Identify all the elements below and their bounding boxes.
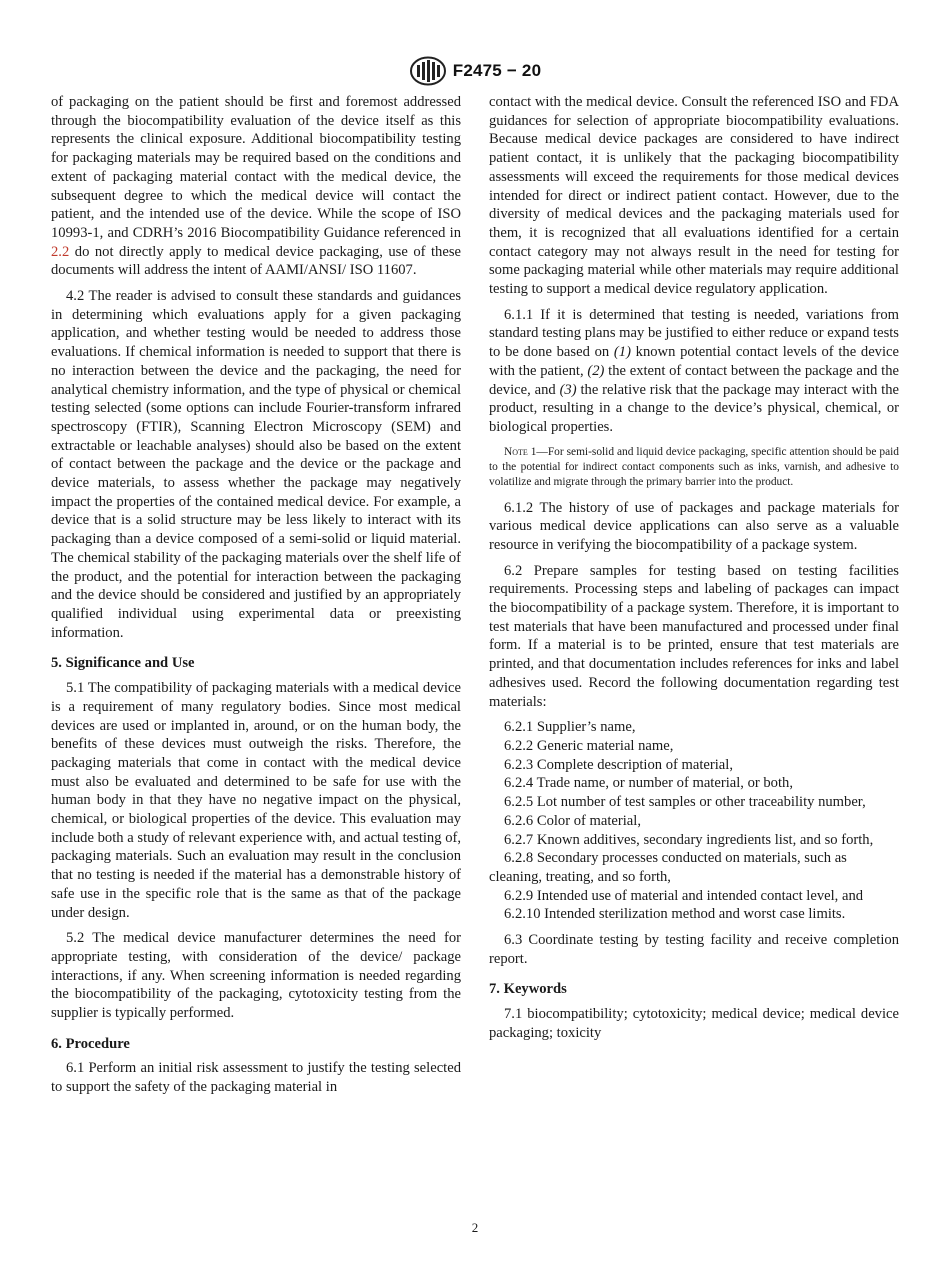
paragraph-6-2: 6.2 Prepare samples for testing based on testing facilities requirements. Processing steps and labeling of packages can impact the biocompatibility of a package system. Therefore, it is important to test materials that have been manufactured and processed under final form. If a material is to be printed, ensure that test materials are printed, and that documentation includes references for inks and label adhesives used. Record the following documentation regarding test materials: [489,562,899,710]
documentation-list [489,718,899,924]
paragraph-6-3: 6.3 Coordinate testing by testing facility and receive completion report. [489,932,899,967]
paragraph-5-1: 5.1 The compatibility of packaging materials with a medical device is a requirement of many regulatory bodies. Since most medical devices are used or implanted in, around, or on the human body, the benefits of these devices must outweigh the risks. Therefore, the packaging materials that come in contact with the medical device must also be evaluated and determined to be safe for use with the human body in that they have no negative impact on the physical, chemical, or biological properties of the device. This evaluation may include both a study of relevant experience with, and actual testing of, packaging materials. Such an evaluation may result in the conclusion that no testing is needed if the material has a demonstrable history of safe use in the specific role that is the same as that of the package under design. [51,680,461,921]
list-item: 6.2.6 Color of material, [504,812,641,829]
paragraph-5-2: 5.2 The medical device manufacturer determines the need for appropriate testing, with consideration of the device/ package interactions, if any. When screening information is needed regarding the biocompatibility of the packaging, cytotoxicity testing from the supplier is typically performed. [51,930,461,1022]
section-heading-7: 7. Keywords [489,981,567,998]
list-item: 6.2.7 Known additives, secondary ingredients list, and so forth, [504,831,874,848]
paragraph-text: of packaging on the patient should be first and foremost addressed through the biocompatibility evaluation of the device itself as this represents the clinical exposure. Additional biocompatibility testing for packaging materials may be required based on the conditions and extent of packaging material contact with the medical device, the subsequent degree to which the medical device will contact the patient, and the intended use of the device. While the scope of ISO 10993-1, and CDRH’s 2016 Biocompatibility Guidance referenced in [51,94,461,241]
list-item: 6.2.3 Complete description of material, [504,756,733,773]
paragraph-continued: contact with the medical device. Consult the referenced ISO and FDA guidances for selection of appropriate biocompatibility evaluations. Because medical device packages are considered to have indirect patient contact, it is unlikely that the packaging biocompatibility assessments will exceed the requirements for those medical devices intended for direct or indirect patient contact. However, due to the diversity of medical devices and the packaging materials used for them, it is recognized that all evaluations identified for a certain contact category may not always result in the need for testing for some packaging material while other materials may require additional testing to support a medical device regulatory application. [489,94,899,298]
paragraph-text: the extent of contact between the package and the device, and [489,362,900,398]
list-item: 6.2.10 Intended sterilization method and worst case limits. [504,906,846,923]
list-item: 6.2.1 Supplier’s name, [504,719,636,736]
list-item: 6.2.9 Intended use of material and intended contact level, and [504,887,864,904]
section-heading-5: 5. Significance and Use [51,655,195,672]
list-item: 6.2.5 Lot number of test samples or other traceability number, [504,794,866,811]
paragraph-4-2: 4.2 The reader is advised to consult these standards and guidances in determining which evaluations apply for a given packaging application, and whether testing would be needed to address those evaluations. If chemical information is needed to support that there is no interaction between the device and the packaging, the need for analytical chemistry information, and the type of physical or chemical testing selected (some options can include Fourier-transform infrared spectroscopy (FTIR), Scanning Electron Microscopy (SEM) and extractable or leachable analyses) should also be based on the extent of contact between the package and the device or the package and device materials, to assess whether the package may negatively impact the properties of the contained medical device. For example, a device that is a solid structure may be less likely to interact with its packaging than a device composed of a semi-solid or liquid material. The chemical stability of the packaging materials over the shelf life of the product, and the potential for interaction between the packaging and the device should be considered and justified by an appropriately qualified individual using experimental data or preexisting information. [51,288,461,641]
paragraph-text: 6.1.1 If it is determined that testing is needed, variations from standard testing plans may be justified to either reduce or expand tests to be done based on [489,306,899,361]
page-number: 2 [471,1220,479,1235]
note-text: —For semi-solid and liquid device packaging, specific attention should be paid to the potential for indirect contact components such as inks, varnish, and adhesive to volatilize and migrate through the primary barrier into the product. [489,445,899,489]
list-item: 6.2.2 Generic material name, [504,737,674,754]
left-column [51,93,461,1104]
paragraph-6-1-2: 6.1.2 The history of use of packages and package materials for various medical device applications can also serve as a valuable resource in verifying the biocompatibility of a package system. [489,499,899,553]
paragraph-text: known potential contact levels of the device with the patient, [489,344,899,379]
paragraph-continued [51,93,461,280]
right-column [489,93,899,1050]
note-label: Note 1 [504,445,537,458]
enumerator: (3) [559,381,577,398]
enumerator: (1) [613,344,631,361]
section-heading-6: 6. Procedure [51,1035,130,1052]
list-item: 6.2.8 Secondary processes conducted on materials, such as cleaning, treating, and so forth, [489,850,847,885]
astm-logo-icon [409,56,447,86]
enumerator: (2) [587,362,605,379]
paragraph-6-1: 6.1 Perform an initial risk assessment to justify the testing selected to support the safety of the packaging material in [51,1060,461,1096]
document-designation: F2475 − 20 [452,61,542,80]
section-reference-link[interactable]: 2.2 [51,243,70,260]
page-header [0,56,950,91]
paragraph-6-1-1 [489,306,899,437]
paragraph-text: do not directly apply to medical device packaging, use of these documents will address the intent of AAMI/ANSI/ ISO 11607. [51,243,461,279]
paragraph-7-1: 7.1 biocompatibility; cytotoxicity; medical device; medical device packaging; toxicity [489,1006,899,1041]
paragraph-text: the relative risk that the package may interact with the product, resulting in a change to the device’s physical, chemical, or biological properties. [489,381,899,435]
note-1 [489,445,899,491]
list-item: 6.2.4 Trade name, or number of material, or both, [504,775,793,792]
